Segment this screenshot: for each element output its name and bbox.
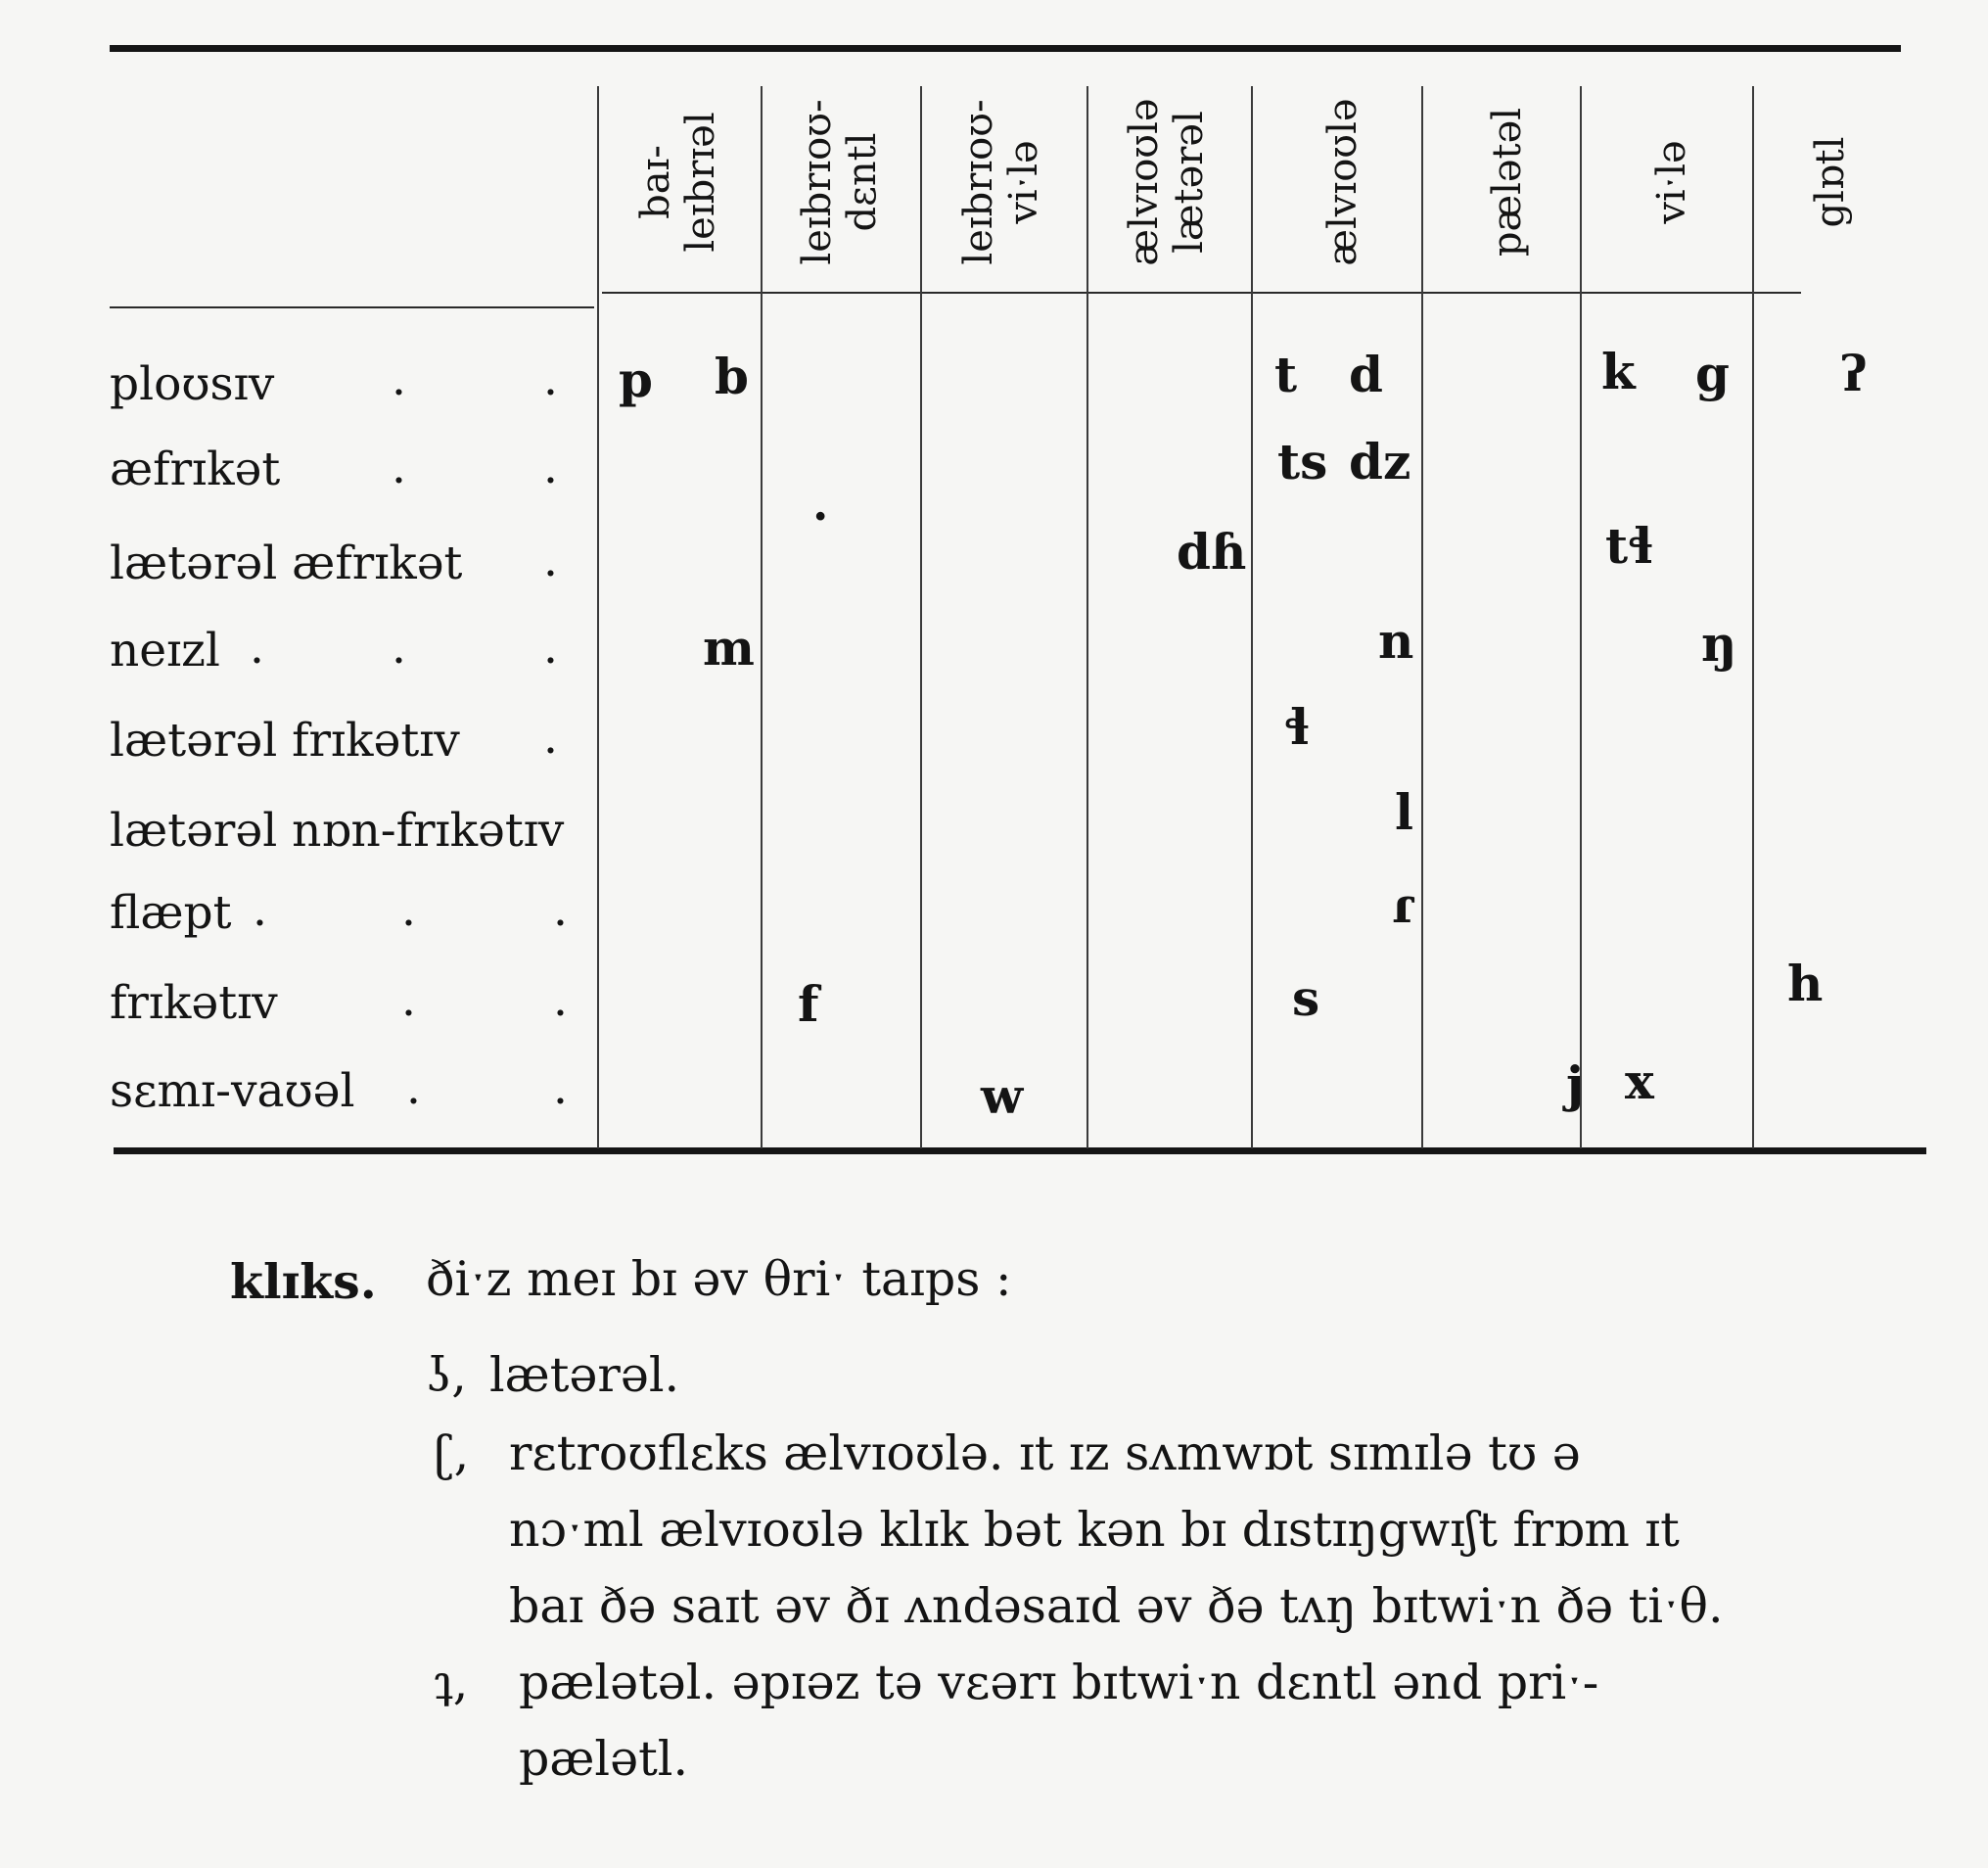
symbol-lateral-fricative: ɬ — [1284, 698, 1310, 756]
row-label-lateral-affricate: lætərəl æfrɪkət — [110, 537, 463, 590]
column-rule — [761, 86, 763, 1148]
note-line: nɔˑml ælvɪoʊlə klɪk bət kən bɪ dɪstɪŋgwɪʃt frɒm ɪt — [509, 1502, 1680, 1558]
symbol-flap: ɾ — [1392, 876, 1414, 934]
symbol-w: w — [981, 1067, 1024, 1125]
leader-dot: . — [553, 1061, 568, 1115]
column-header-line: glɒtl — [1808, 136, 1853, 228]
leader-dot: . — [543, 534, 558, 587]
symbol-d: d — [1349, 346, 1383, 403]
column-rule — [1251, 86, 1253, 1148]
leader-dot: . — [401, 883, 416, 937]
leader-dot: . — [543, 621, 558, 675]
column-header-line: dɛntl — [840, 132, 885, 232]
column-header-line: leɪbrɪoʊ- — [956, 99, 1001, 265]
row-label-plosive: ploʊsɪv — [110, 357, 275, 411]
symbol-tl: tɬ — [1605, 517, 1653, 575]
leader-dot: . — [401, 973, 416, 1027]
symbol-j: j — [1566, 1055, 1585, 1113]
symbol-g: g — [1695, 345, 1730, 402]
symbol-b: b — [715, 348, 749, 405]
note-mark-retroflex-click: ʗ, — [434, 1425, 470, 1481]
row-label-fricative: frɪkətɪv — [110, 976, 278, 1030]
row-label-lateral-nonfricative: lætərəl nɒn-frɪkətɪv — [110, 804, 565, 858]
leader-dot: . — [543, 711, 558, 765]
column-rule — [1752, 86, 1754, 1148]
notes-intro: ðiˑz meɪ bɪ əv θriˑ taɪps : — [426, 1251, 1012, 1307]
notes-heading: klɪks. — [230, 1253, 377, 1310]
column-rule — [1086, 86, 1088, 1148]
stray-dot: . — [812, 478, 829, 532]
symbol-h: h — [1787, 955, 1824, 1012]
header-rule-left — [110, 306, 594, 308]
note-line: pælətəl. əpɪəz tə vɛərɪ bɪtwiˑn dɛntl ənd priˑ- — [519, 1655, 1599, 1710]
column-header-line: leɪbrɪoʊ- — [795, 99, 840, 265]
column-header-line: lætərəl — [1167, 111, 1212, 254]
column-header-line: ælvɪoʊlə — [1320, 98, 1365, 266]
leader-dot: . — [543, 352, 558, 406]
symbol-t: t — [1274, 346, 1298, 403]
column-rule — [1580, 86, 1582, 1148]
note-line: baɪ ðə saɪt əv ðɪ ʌndəsaɪd əv ðə tʌŋ bɪtwiˑn ðə tiˑθ. — [509, 1578, 1724, 1634]
column-header-palatal — [1449, 0, 1566, 368]
column-header-velar — [1613, 0, 1731, 368]
column-header-alveolar — [1284, 0, 1402, 368]
symbol-f: f — [798, 975, 819, 1033]
column-header-alveolar-lateral — [1108, 0, 1225, 368]
symbol-eng: ŋ — [1701, 615, 1737, 673]
leader-dot: . — [250, 621, 264, 675]
symbol-m: m — [703, 619, 755, 677]
symbol-dh: dɦ — [1177, 523, 1247, 581]
leader-dot: . — [392, 621, 406, 675]
leader-dot: . — [392, 441, 406, 494]
leader-dot: . — [253, 883, 267, 937]
row-label-affricate: æfrɪkət — [110, 443, 281, 496]
symbol-x: x — [1625, 1052, 1654, 1110]
note-line: pælətl. — [519, 1731, 689, 1787]
symbol-glottal-stop: ʔ — [1840, 345, 1868, 402]
column-header-glottal — [1772, 0, 1889, 368]
symbol-dz: dz — [1349, 433, 1411, 490]
leader-dot: . — [543, 441, 558, 494]
symbol-p: p — [619, 350, 653, 408]
leader-dot: . — [553, 973, 568, 1027]
note-mark-palatal-click: ʇ, — [434, 1655, 469, 1710]
note-mark-lateral-click: ʖ, — [426, 1347, 467, 1403]
leader-dot: . — [553, 883, 568, 937]
column-header-labiovelar — [943, 0, 1060, 368]
symbol-ts: ts — [1277, 433, 1328, 490]
symbol-n: n — [1378, 612, 1414, 670]
column-header-line: viˑlə — [1001, 140, 1046, 224]
row-label-lateral-fricative: lætərəl frɪkətɪv — [110, 714, 460, 768]
column-header-labiodental — [781, 0, 899, 368]
column-rule — [920, 86, 922, 1148]
column-header-line: baɪ- — [633, 145, 678, 219]
bottom-rule — [114, 1147, 1926, 1154]
column-rule — [1421, 86, 1423, 1148]
column-header-line: pælətəl — [1485, 107, 1530, 257]
column-rule — [597, 86, 599, 1148]
column-header-bilabial — [620, 0, 737, 368]
symbol-k: k — [1601, 343, 1636, 400]
row-label-semivowel: sɛmɪ-vaʊəl — [110, 1064, 355, 1118]
column-header-line: ælvɪoʊlə — [1122, 98, 1167, 266]
symbol-l: l — [1395, 783, 1413, 841]
note-line: lætərəl. — [489, 1347, 680, 1403]
leader-dot: . — [406, 1061, 421, 1115]
column-header-line: viˑlə — [1649, 140, 1694, 224]
row-label-nasal: neɪzl — [110, 624, 220, 677]
symbol-s: s — [1292, 969, 1320, 1027]
row-label-flapped: flæpt — [110, 886, 232, 940]
column-header-line: leɪbrɪəl — [678, 112, 723, 253]
note-line: rɛtroʊflɛks ælvɪoʊlə. ɪt ɪz sʌmwɒt sɪmɪlə tʊ ə — [509, 1425, 1581, 1481]
leader-dot: . — [392, 352, 406, 406]
